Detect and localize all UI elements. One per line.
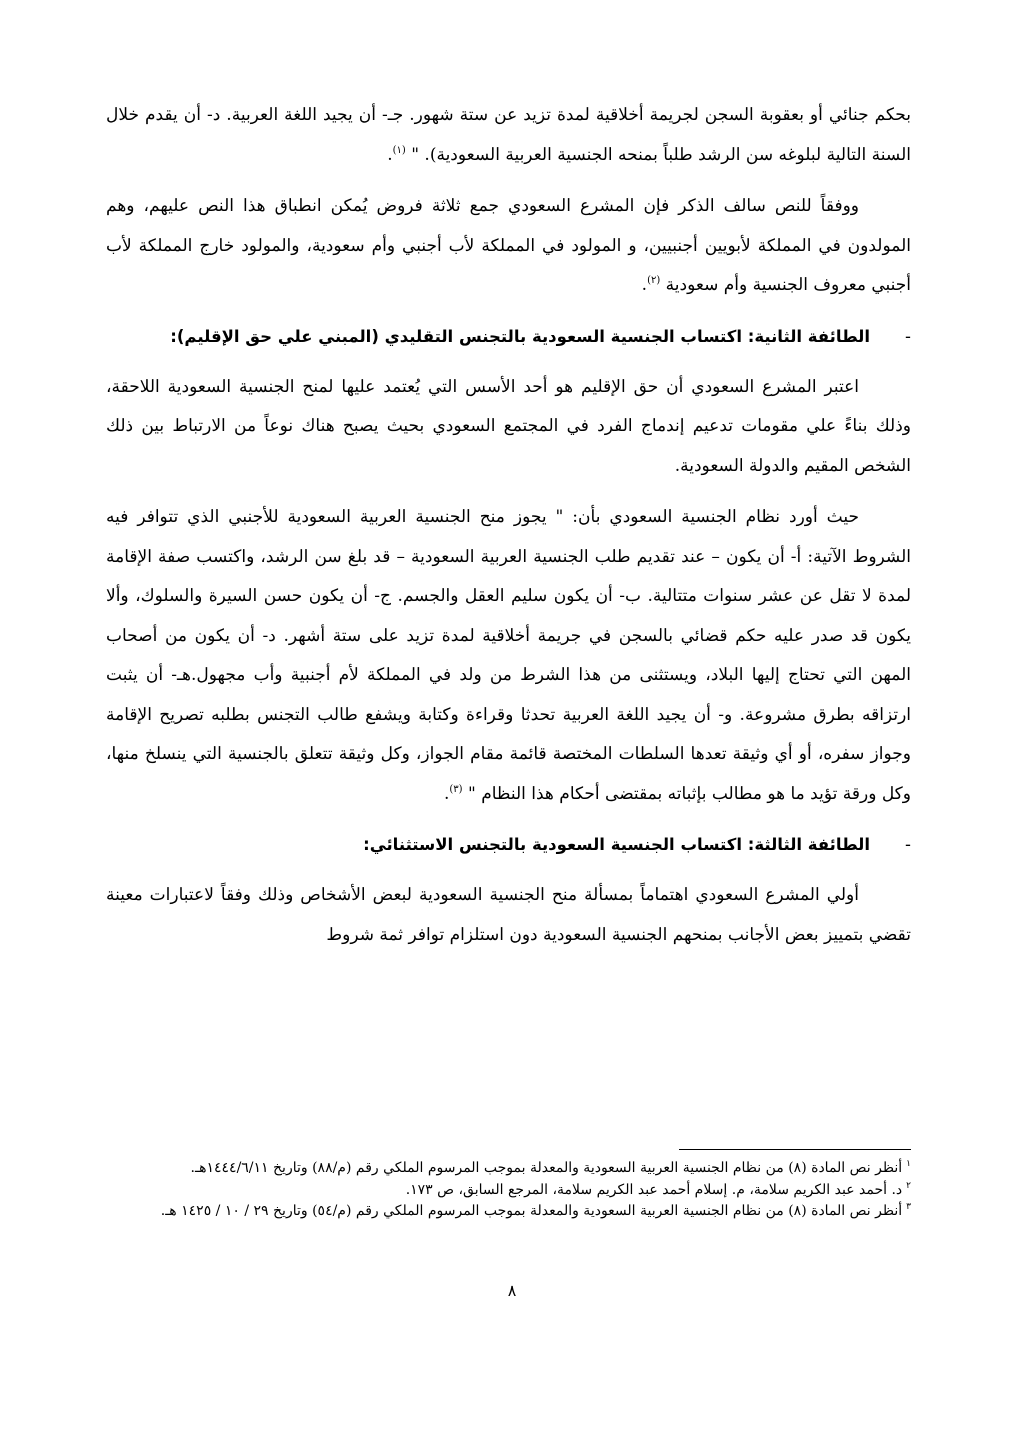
paragraph-4	[106, 498, 911, 814]
paragraph-1-text: بحكم جنائي أو بعقوبة السجن لجريمة أخلاقية لمدة تزيد عن ستة شهور. جـ- أن يجيد اللغة العربية. د- أن يقدم خلال السنة التالية لبلوغه سن الرشد طلباً بمنحه الجنسية العربية السعودية). "	[106, 105, 911, 165]
paragraph-2	[106, 187, 911, 306]
footnote-ref-3[interactable]: (٣)	[449, 783, 463, 795]
footnote-2	[106, 1180, 911, 1202]
footnote-2-text: د. أحمد عبد الكريم سلامة، م. إسلام أحمد عبد الكريم سلامة، المرجع السابق، ص ١٧٣.	[405, 1181, 903, 1198]
section-heading-3	[106, 830, 911, 860]
paragraph-1-end: .	[387, 144, 393, 165]
paragraph-4-text: حيث أورد نظام الجنسية السعودي بأن: " يجوز منح الجنسية العربية السعودية للأجنبي الذي تتوافر فيه الشروط الآتية: أ- أن يكون – عند تقديم طلب الجنسية العربية السعودية – قد بلغ سن الرشد، واكتسب صفة الإقامة لمدة لا تقل عن عشر سنوات متتالية. ب- أن يكون سليم العقل والجسم. ج- أن يكون حسن السيرة والسلوك، وألا يكون قد صدر عليه حكم قضائي بالسجن في جريمة أخلاقية لمدة تزيد على ستة أشهر. د- أن يكون من أصحاب المهن التي تحتاج إليها البلاد، ويستثنى من هذا الشرط من ولد في المملكة لأم أجنبية وأب مجهول.هـ- أن يثبت ارتزاقه بطرق مشروعة. و- أن يجيد اللغة العربية تحدثا وقراءة وكتابة ويشفع طالب التجنس بطلبه تصريح الإقامة وجواز سفره، أو أي وثيقة تعدها السلطات المختصة قائمة مقام الجواز، وكل وثيقة تتعلق بالجنسية التي ينسلخ منها، وكل ورقة تؤيد ما هو مطالب بإثباته بمقتضى أحكام هذا النظام "	[106, 507, 911, 804]
section-heading-3-text: الطائفة الثالثة: اكتساب الجنسية السعودية بالتجنس الاستثنائي:	[363, 835, 870, 854]
footnote-ref-1[interactable]: (١)	[392, 144, 406, 156]
paragraph-2-text: ووفقاً للنص سالف الذكر فإن المشرع السعودي جمع ثلاثة فروض يُمكن انطباق هذا النص عليهم، وهم المولدون في المملكة لأبويين أجنبيين، و المولود في المملكة لأب أجنبي وأم سعودية، والمولود خارج المملكة لأب أجنبي معروف الجنسية وأم سعودية	[106, 196, 911, 295]
page-number: ٨	[507, 1281, 517, 1300]
paragraph-1	[106, 96, 911, 175]
section-heading-2-text: الطائفة الثانية: اكتساب الجنسية السعودية بالتجنس التقليدي (المبني علي حق الإقليم):	[170, 326, 870, 346]
paragraph-2-end: .	[641, 275, 648, 295]
footnote-3	[106, 1201, 911, 1223]
footnote-3-mark: ٣	[906, 1202, 911, 1212]
footnote-1-mark: ١	[906, 1159, 911, 1169]
paragraph-3: اعتبر المشرع السعودي أن حق الإقليم هو أحد الأسس التي يُعتمد عليها لمنح الجنسية السعودية اللاحقة، وذلك بناءً علي مقومات تدعيم إندماج الفرد في المجتمع السعودي بحيث يصبح هناك نوعاً من الارتباط بين ذلك الشخص المقيم والدولة السعودية.	[106, 376, 911, 476]
paragraph-5: أولي المشرع السعودي اهتماماً بمسألة منح الجنسية السعودية لبعض الأشخاص وذلك وفقاً لاعتبارات معينة تقضي بتمييز بعض الأجانب بمنحهم الجنسية السعودية دون استلزام توافر ثمة شروط	[106, 885, 911, 945]
heading-dash: -	[905, 326, 911, 346]
footnote-ref-2[interactable]: (٢)	[647, 275, 661, 286]
section-heading-2	[106, 322, 911, 352]
footnote-2-mark: ٢	[906, 1180, 911, 1191]
footnotes	[106, 1158, 911, 1223]
footnote-3-text: أنظر نص المادة (٨) من نظام الجنسية العربية السعودية والمعدلة بموجب المرسوم الملكي رقم (م/٥٤) وتاريخ ٢٩ / ١٠ / ١٤٢٥ هـ.	[160, 1203, 903, 1219]
heading-dash: -	[905, 835, 911, 854]
page-body	[106, 96, 911, 955]
footnote-1	[106, 1158, 911, 1180]
footnote-1-text: أنظر نص المادة (٨) من نظام الجنسية العربية السعودية والمعدلة بموجب المرسوم الملكي رقم (م/٨٨) وتاريخ ١٤٤٤/٦/١١هـ.	[190, 1160, 903, 1176]
footnote-separator	[679, 1149, 911, 1150]
paragraph-4-end: .	[443, 783, 450, 804]
